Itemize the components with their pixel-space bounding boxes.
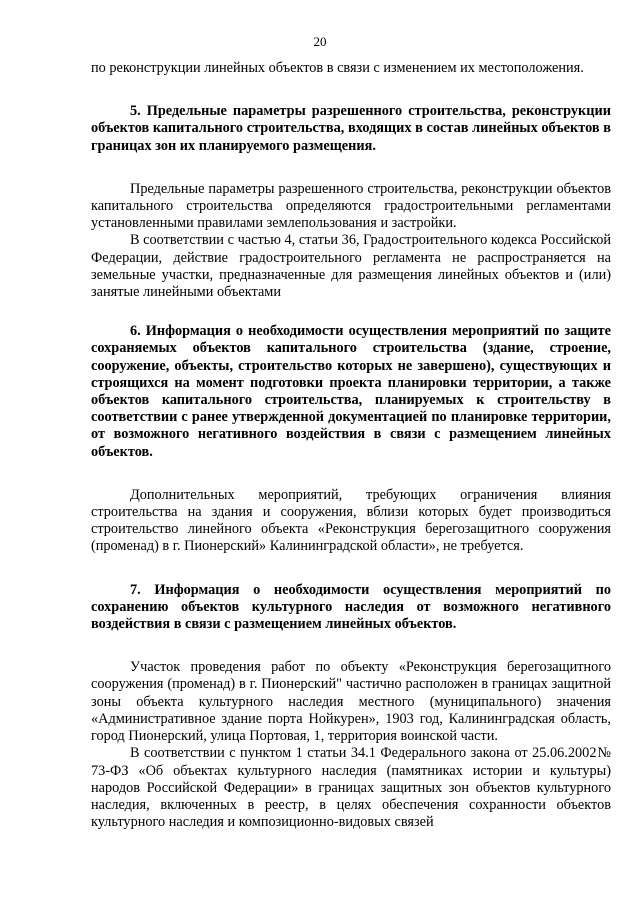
spacer xyxy=(91,77,611,103)
spacer xyxy=(91,155,611,181)
section-6-heading: 6. Информация о необходимости осуществления мероприятий по защите сохраняемых объектов капитального строительства (здание, строение, сооружение, объекты, строительство которых не завершено), существующих и строящихся на момент подготовки проекта планировки территории, а также объектов капитального строительства, планируемых к строительству в соответствии с ранее утвержденной документацией по планировке территории, от возможного негативного воздействия в связи с размещением линейных объектов. xyxy=(91,323,611,460)
section-6-paragraph-1: Дополнительных мероприятий, требующих ограничения влияния строительства на здания и сооружения, вблизи которых будет производиться строительство линейного объекта «Реконструкция берегозащитного сооружения (променад) в г. Пионерский» Калининградской области», не требуется. xyxy=(91,486,611,555)
section-5-heading: 5. Предельные параметры разрешенного строительства, реконструкции объектов капитального строительства, входящих в состав линейных объектов в границах зон их планируемого размещения. xyxy=(91,103,611,154)
spacer xyxy=(91,461,611,487)
intro-continuation-paragraph: по реконструкции линейных объектов в связи с изменением их местоположения. xyxy=(91,60,584,76)
page-number: 20 xyxy=(313,34,327,49)
section-7-heading: 7. Информация о необходимости осуществления мероприятий по сохранению объектов культурного наследия от возможного негативного воздействия в связи с размещением линейных объектов. xyxy=(91,581,611,633)
spacer xyxy=(91,301,611,323)
section-5-paragraph-1: Предельные параметры разрешенного строительства, реконструкции объектов капитального строительства определяются градостроительными регламентами установленными правилами землепользования и застройки. xyxy=(91,180,611,232)
section-5-paragraph-2: В соответствии с частью 4, статьи 36, Градостроительного кодекса Российской Федерации, действие градостроительного регламента не распространяется на земельные участки, предназначенные для размещения линейных объектов и (или) занятые линейными объектами xyxy=(91,232,611,301)
section-7-paragraph-1: Участок проведения работ по объекту «Реконструкция берегозащитного сооружения (променад) в г. Пионерский" частично расположен в границах защитной зоны объекта культурного наследия местного (муниципального) значения «Административное здание порта Нойкурен», 1903 год, Калининградская область, город Пионерский, улица Портовая, 1, территория воинской части. xyxy=(91,659,611,745)
document-body xyxy=(91,60,611,831)
spacer xyxy=(91,556,611,582)
spacer xyxy=(91,633,611,659)
section-7-paragraph-2: В соответствии с пунктом 1 статьи 34.1 Федерального закона от 25.06.2002№ 73-ФЗ «Об объектах культурного наследия (памятниках истории и культуры) народов Российской Федерации» в границах защитных зон объектов культурного наследия, включенных в реестр, в целях обеспечения сохранности объектов культурного наследия и композиционно-видовых связей xyxy=(91,745,611,831)
